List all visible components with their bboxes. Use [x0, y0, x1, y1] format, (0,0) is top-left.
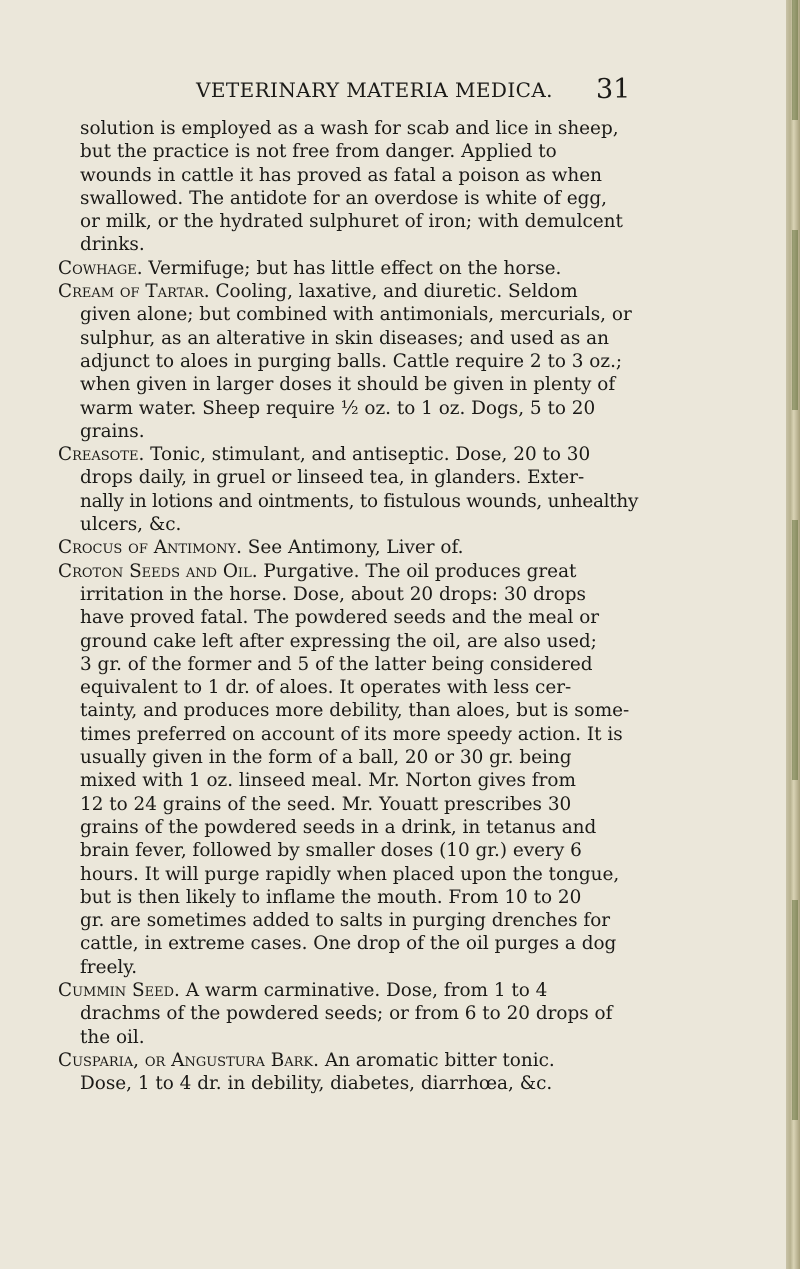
- text-line: [58, 210, 638, 233]
- text-line: [58, 979, 638, 1002]
- text-line: [58, 350, 638, 373]
- entry-heading: Creasote.: [58, 444, 145, 466]
- line-text: usually given in the form of a ball, 20 or 30 gr. being: [80, 747, 572, 769]
- line-text: freely.: [80, 956, 138, 978]
- text-line: [58, 164, 638, 187]
- text-line: [58, 560, 638, 583]
- line-text: A warm carminative. Dose, from 1 to 4: [179, 979, 548, 1001]
- text-line: [58, 397, 638, 420]
- running-head: VETERINARY MATERIA MEDICA.: [196, 78, 553, 102]
- text-line: [58, 420, 638, 443]
- text-line: [58, 233, 638, 256]
- page-header: [0, 74, 786, 108]
- line-text: or milk, or the hydrated sulphuret of iron; with demulcent: [80, 211, 623, 233]
- book-spine-edge: [786, 0, 800, 1269]
- text-line: [58, 723, 638, 746]
- text-line: [58, 630, 638, 653]
- line-text: tainty, and produces more debility, than aloes, but is some-: [80, 700, 630, 722]
- text-line: [58, 140, 638, 163]
- text-line: [58, 1049, 638, 1072]
- text-line: [58, 187, 638, 210]
- text-line: [58, 257, 638, 280]
- text-line: [58, 769, 638, 792]
- line-text: Tonic, stimulant, and antiseptic. Dose, 20 to 30: [144, 444, 591, 466]
- line-text: 12 to 24 grains of the seed. Mr. Youatt prescribes 30: [80, 793, 572, 815]
- line-text: irritation in the horse. Dose, about 20 drops: 30 drops: [80, 583, 586, 605]
- text-line: [58, 863, 638, 886]
- text-line: [58, 676, 638, 699]
- text-line: [58, 490, 638, 513]
- line-text: sulphur, as an alterative in skin diseases; and used as an: [80, 327, 609, 349]
- line-text: but the practice is not free from danger. Applied to: [80, 141, 557, 163]
- text-line: [58, 886, 638, 909]
- line-text: equivalent to 1 dr. of aloes. It operates with less cer-: [80, 677, 572, 699]
- line-text: drachms of the powdered seeds; or from 6 to 20 drops of: [80, 1003, 613, 1025]
- text-line: [58, 699, 638, 722]
- line-text: ground cake left after expressing the oil, are also used;: [80, 630, 597, 652]
- entry-heading: Cowhage.: [58, 257, 143, 279]
- text-line: [58, 1002, 638, 1025]
- text-line: [58, 280, 638, 303]
- line-text: adjunct to aloes in purging balls. Cattle require 2 to 3 oz.;: [80, 350, 623, 372]
- line-text: ulcers, &c.: [80, 514, 182, 536]
- line-text: drops daily, in gruel or linseed tea, in glanders. Exter-: [80, 467, 585, 489]
- text-line: [58, 816, 638, 839]
- line-text: but is then likely to inflame the mouth. From 10 to 20: [80, 886, 582, 908]
- text-line: [58, 443, 638, 466]
- text-line: [58, 1026, 638, 1049]
- line-text: grains.: [80, 420, 145, 442]
- entry-heading: Cusparia, or Angustura Bark.: [58, 1049, 319, 1071]
- line-text: warm water. Sheep require ½ oz. to 1 oz. Dogs, 5 to 20: [80, 397, 596, 419]
- text-line: [58, 373, 638, 396]
- text-line: [58, 536, 638, 559]
- text-line: [58, 909, 638, 932]
- line-text: brain fever, followed by smaller doses (10 gr.) every 6: [80, 840, 582, 862]
- text-line: [58, 956, 638, 979]
- text-line: [58, 327, 638, 350]
- line-text: grains of the powdered seeds in a drink, in tetanus and: [80, 816, 597, 838]
- line-text: wounds in cattle it has proved as fatal a poison as when: [80, 164, 602, 186]
- line-text: solution is employed as a wash for scab and lice in sheep,: [80, 118, 619, 139]
- line-text: Cooling, laxative, and diuretic. Seldom: [209, 281, 578, 303]
- line-text: See Antimony, Liver of.: [241, 537, 464, 559]
- text-line: [58, 932, 638, 955]
- entry-heading: Cream of Tartar.: [58, 281, 210, 303]
- text-line: [58, 606, 638, 629]
- text-line: [58, 793, 638, 816]
- line-text: have proved fatal. The powdered seeds and the meal or: [80, 607, 600, 629]
- text-line: [58, 746, 638, 769]
- line-text: Purgative. The oil produces great: [257, 560, 577, 582]
- line-text: gr. are sometimes added to salts in purging drenches for: [80, 910, 611, 932]
- line-text: hours. It will purge rapidly when placed upon the tongue,: [80, 863, 620, 885]
- text-line: [58, 583, 638, 606]
- line-text: 3 gr. of the former and 5 of the latter being considered: [80, 653, 593, 675]
- text-line: [58, 303, 638, 326]
- text-line: [58, 466, 638, 489]
- line-text: An aromatic bitter tonic.: [318, 1049, 555, 1071]
- line-text: nally in lotions and ointments, to fistulous wounds, unhealthy: [80, 490, 639, 512]
- page-number: 31: [596, 74, 631, 105]
- text-line: [58, 1072, 638, 1095]
- line-text: Dose, 1 to 4 dr. in debility, diabetes, diarrhœa, &c.: [80, 1073, 553, 1095]
- text-line: [58, 653, 638, 676]
- entry-heading: Croton Seeds and Oil.: [58, 560, 258, 582]
- text-line: [58, 839, 638, 862]
- line-text: Vermifuge; but has little effect on the horse.: [142, 257, 562, 279]
- entry-heading: Cummin Seed.: [58, 979, 180, 1001]
- line-text: cattle, in extreme cases. One drop of the oil purges a dog: [80, 933, 617, 955]
- body-text: [58, 117, 638, 1095]
- line-text: swallowed. The antidote for an overdose is white of egg,: [80, 187, 608, 209]
- line-text: when given in larger doses it should be given in plenty of: [80, 374, 616, 396]
- line-text: mixed with 1 oz. linseed meal. Mr. Norton gives from: [80, 770, 576, 792]
- line-text: given alone; but combined with antimonials, mercurials, or: [80, 304, 632, 326]
- line-text: times preferred on account of its more speedy action. It is: [80, 723, 623, 745]
- text-line: [58, 117, 638, 140]
- text-line: [58, 513, 638, 536]
- line-text: the oil.: [80, 1026, 145, 1048]
- entry-heading: Crocus of Antimony.: [58, 537, 242, 559]
- line-text: drinks.: [80, 234, 145, 256]
